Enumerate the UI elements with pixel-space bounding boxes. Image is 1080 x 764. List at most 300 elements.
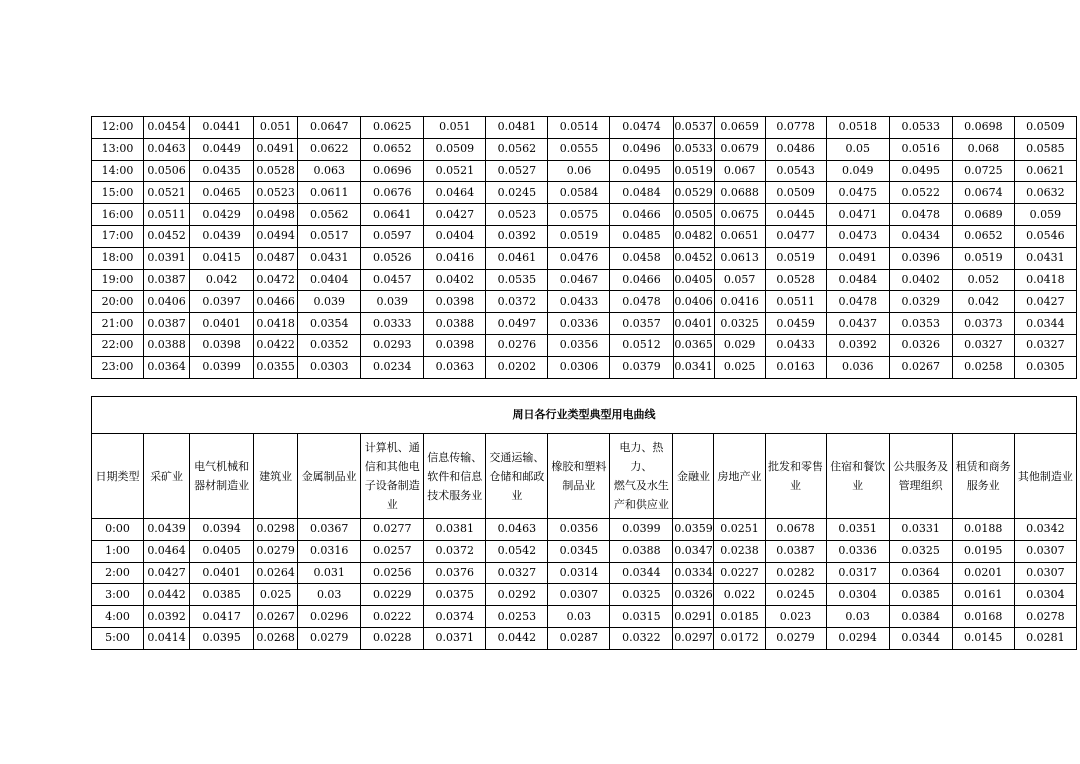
time-cell: 4:00 xyxy=(92,606,144,628)
header-line: 交通运输、 xyxy=(489,450,545,464)
value-cell: 0.023 xyxy=(765,606,826,628)
time-cell: 13:00 xyxy=(92,138,144,160)
value-cell: 0.0251 xyxy=(714,519,765,541)
header-line: 信和其他电 xyxy=(364,460,420,473)
value-cell: 0.0392 xyxy=(486,225,548,247)
header-line: 技术服务业 xyxy=(427,488,483,502)
table-row xyxy=(92,562,1077,584)
table-row xyxy=(92,519,1077,541)
value-cell: 0.0304 xyxy=(826,584,889,606)
table-row xyxy=(92,117,1077,139)
value-cell: 0.0374 xyxy=(424,606,486,628)
value-cell: 0.0392 xyxy=(826,334,889,356)
value-cell: 0.0449 xyxy=(190,138,254,160)
time-cell: 18:00 xyxy=(92,247,144,269)
column-header xyxy=(92,434,144,519)
header-line: 服务业 xyxy=(966,479,1000,492)
value-cell: 0.0388 xyxy=(610,540,673,562)
value-cell: 0.042 xyxy=(190,269,254,291)
value-cell: 0.0406 xyxy=(673,291,714,313)
value-cell: 0.0523 xyxy=(254,182,298,204)
value-cell: 0.0296 xyxy=(298,606,361,628)
value-cell: 0.0325 xyxy=(610,584,673,606)
value-cell: 0.0519 xyxy=(952,247,1014,269)
value-cell: 0.049 xyxy=(826,160,889,182)
time-cell: 3:00 xyxy=(92,584,144,606)
value-cell: 0.0562 xyxy=(486,138,548,160)
value-cell: 0.0161 xyxy=(952,584,1014,606)
time-cell: 14:00 xyxy=(92,160,144,182)
value-cell: 0.0384 xyxy=(889,606,952,628)
value-cell: 0.0398 xyxy=(424,291,486,313)
table-row xyxy=(92,291,1077,313)
value-cell: 0.0401 xyxy=(190,313,254,335)
value-cell: 0.03 xyxy=(826,606,889,628)
column-header xyxy=(1014,434,1076,519)
value-cell: 0.0307 xyxy=(548,584,610,606)
value-cell: 0.0258 xyxy=(952,356,1014,378)
value-cell: 0.0418 xyxy=(1014,269,1076,291)
sunday-load-table xyxy=(91,396,1077,650)
value-cell: 0.0376 xyxy=(424,562,486,584)
value-cell: 0.0344 xyxy=(1014,313,1076,335)
value-cell: 0.059 xyxy=(1014,204,1076,226)
value-cell: 0.0521 xyxy=(144,182,190,204)
value-cell: 0.0351 xyxy=(826,519,889,541)
value-cell: 0.0322 xyxy=(610,627,673,649)
value-cell: 0.0304 xyxy=(1014,584,1076,606)
value-cell: 0.0245 xyxy=(486,182,548,204)
value-cell: 0.0463 xyxy=(486,519,548,541)
value-cell: 0.0464 xyxy=(424,182,486,204)
column-header xyxy=(298,434,361,519)
header-line: 仓储和邮政 xyxy=(489,469,545,483)
value-cell: 0.0388 xyxy=(144,334,190,356)
value-cell: 0.0281 xyxy=(1014,627,1076,649)
value-cell: 0.0404 xyxy=(424,225,486,247)
value-cell: 0.0625 xyxy=(361,117,424,139)
value-cell: 0.0485 xyxy=(610,225,673,247)
value-cell: 0.0466 xyxy=(254,291,298,313)
value-cell: 0.0363 xyxy=(424,356,486,378)
value-cell: 0.0379 xyxy=(610,356,673,378)
value-cell: 0.0336 xyxy=(548,313,610,335)
value-cell: 0.0279 xyxy=(254,540,298,562)
value-cell: 0.0316 xyxy=(298,540,361,562)
value-cell: 0.0452 xyxy=(673,247,714,269)
value-cell: 0.0546 xyxy=(1014,225,1076,247)
value-cell: 0.0429 xyxy=(190,204,254,226)
value-cell: 0.0484 xyxy=(610,182,673,204)
value-cell: 0.0478 xyxy=(826,291,889,313)
time-cell: 21:00 xyxy=(92,313,144,335)
value-cell: 0.0674 xyxy=(952,182,1014,204)
value-cell: 0.0498 xyxy=(254,204,298,226)
value-cell: 0.0442 xyxy=(486,627,548,649)
value-cell: 0.0537 xyxy=(673,117,714,139)
value-cell: 0.0385 xyxy=(190,584,254,606)
header-line: 管理组织 xyxy=(898,479,943,492)
value-cell: 0.039 xyxy=(361,291,424,313)
header-line: 租赁和商务 xyxy=(955,460,1011,473)
value-cell: 0.0279 xyxy=(298,627,361,649)
table-row xyxy=(92,606,1077,628)
value-cell: 0.0442 xyxy=(144,584,190,606)
value-cell: 0.0611 xyxy=(298,182,361,204)
value-cell: 0.0652 xyxy=(952,225,1014,247)
value-cell: 0.0222 xyxy=(361,606,424,628)
value-cell: 0.0356 xyxy=(548,334,610,356)
value-cell: 0.0234 xyxy=(361,356,424,378)
value-cell: 0.0509 xyxy=(765,182,826,204)
value-cell: 0.0264 xyxy=(254,562,298,584)
value-cell: 0.0511 xyxy=(765,291,826,313)
value-cell: 0.0497 xyxy=(486,313,548,335)
value-cell: 0.0459 xyxy=(765,313,826,335)
value-cell: 0.0526 xyxy=(361,247,424,269)
value-cell: 0.0778 xyxy=(765,117,826,139)
value-cell: 0.0229 xyxy=(361,584,424,606)
value-cell: 0.029 xyxy=(714,334,765,356)
value-cell: 0.0477 xyxy=(765,225,826,247)
time-cell: 17:00 xyxy=(92,225,144,247)
value-cell: 0.0306 xyxy=(548,356,610,378)
table-row xyxy=(92,627,1077,649)
value-cell: 0.052 xyxy=(952,269,1014,291)
value-cell: 0.0168 xyxy=(952,606,1014,628)
column-header xyxy=(254,434,298,519)
value-cell: 0.0331 xyxy=(889,519,952,541)
value-cell: 0.0454 xyxy=(144,117,190,139)
value-cell: 0.0533 xyxy=(889,117,952,139)
header-line: 橡胶和塑料 xyxy=(551,460,607,473)
header-line: 公共服务及 xyxy=(893,460,949,473)
value-cell: 0.0297 xyxy=(673,627,714,649)
value-cell: 0.0414 xyxy=(144,627,190,649)
table-header-row xyxy=(92,434,1077,519)
value-cell: 0.0482 xyxy=(673,225,714,247)
column-header xyxy=(952,434,1014,519)
value-cell: 0.0334 xyxy=(673,562,714,584)
value-cell: 0.0519 xyxy=(673,160,714,182)
value-cell: 0.0256 xyxy=(361,562,424,584)
value-cell: 0.0359 xyxy=(673,519,714,541)
table-row xyxy=(92,584,1077,606)
value-cell: 0.0435 xyxy=(190,160,254,182)
value-cell: 0.0496 xyxy=(610,138,673,160)
value-cell: 0.0597 xyxy=(361,225,424,247)
value-cell: 0.0345 xyxy=(548,540,610,562)
column-header xyxy=(826,434,889,519)
value-cell: 0.0357 xyxy=(610,313,673,335)
value-cell: 0.0463 xyxy=(144,138,190,160)
value-cell: 0.0195 xyxy=(952,540,1014,562)
value-cell: 0.0641 xyxy=(361,204,424,226)
table-row xyxy=(92,313,1077,335)
value-cell: 0.0188 xyxy=(952,519,1014,541)
value-cell: 0.0434 xyxy=(889,225,952,247)
column-header xyxy=(714,434,765,519)
value-cell: 0.0402 xyxy=(889,269,952,291)
value-cell: 0.0431 xyxy=(298,247,361,269)
value-cell: 0.0394 xyxy=(190,519,254,541)
value-cell: 0.0276 xyxy=(486,334,548,356)
value-cell: 0.0512 xyxy=(610,334,673,356)
value-cell: 0.0431 xyxy=(1014,247,1076,269)
value-cell: 0.0519 xyxy=(765,247,826,269)
value-cell: 0.025 xyxy=(254,584,298,606)
value-cell: 0.0355 xyxy=(254,356,298,378)
table-row xyxy=(92,182,1077,204)
value-cell: 0.068 xyxy=(952,138,1014,160)
value-cell: 0.0652 xyxy=(361,138,424,160)
value-cell: 0.0325 xyxy=(714,313,765,335)
header-line: 批发和零售 xyxy=(768,460,824,473)
time-cell: 12:00 xyxy=(92,117,144,139)
value-cell: 0.0356 xyxy=(548,519,610,541)
value-cell: 0.0238 xyxy=(714,540,765,562)
value-cell: 0.0405 xyxy=(190,540,254,562)
time-cell: 20:00 xyxy=(92,291,144,313)
value-cell: 0.0659 xyxy=(714,117,765,139)
value-cell: 0.0555 xyxy=(548,138,610,160)
time-cell: 2:00 xyxy=(92,562,144,584)
value-cell: 0.0327 xyxy=(1014,334,1076,356)
value-cell: 0.0387 xyxy=(144,269,190,291)
value-cell: 0.0145 xyxy=(952,627,1014,649)
value-cell: 0.0287 xyxy=(548,627,610,649)
value-cell: 0.0253 xyxy=(486,606,548,628)
table-row xyxy=(92,356,1077,378)
value-cell: 0.0278 xyxy=(1014,606,1076,628)
value-cell: 0.0418 xyxy=(254,313,298,335)
header-line: 电气机械和 xyxy=(194,460,250,473)
value-cell: 0.0528 xyxy=(765,269,826,291)
value-cell: 0.0696 xyxy=(361,160,424,182)
value-cell: 0.0305 xyxy=(1014,356,1076,378)
header-line: 业 xyxy=(386,498,398,511)
value-cell: 0.0543 xyxy=(765,160,826,182)
value-cell: 0.0387 xyxy=(144,313,190,335)
column-header xyxy=(889,434,952,519)
value-cell: 0.0475 xyxy=(826,182,889,204)
value-cell: 0.0433 xyxy=(765,334,826,356)
value-cell: 0.0481 xyxy=(486,117,548,139)
value-cell: 0.0395 xyxy=(190,627,254,649)
value-cell: 0.0401 xyxy=(190,562,254,584)
value-cell: 0.0523 xyxy=(486,204,548,226)
value-cell: 0.0457 xyxy=(361,269,424,291)
time-cell: 5:00 xyxy=(92,627,144,649)
value-cell: 0.0437 xyxy=(826,313,889,335)
column-header xyxy=(765,434,826,519)
value-cell: 0.0478 xyxy=(610,291,673,313)
value-cell: 0.0329 xyxy=(889,291,952,313)
value-cell: 0.0406 xyxy=(144,291,190,313)
value-cell: 0.0163 xyxy=(765,356,826,378)
value-cell: 0.0422 xyxy=(254,334,298,356)
value-cell: 0.0228 xyxy=(361,627,424,649)
value-cell: 0.0486 xyxy=(765,138,826,160)
value-cell: 0.0527 xyxy=(486,160,548,182)
value-cell: 0.0458 xyxy=(610,247,673,269)
value-cell: 0.0621 xyxy=(1014,160,1076,182)
column-header xyxy=(673,434,714,519)
value-cell: 0.042 xyxy=(952,291,1014,313)
bottom-table-body xyxy=(92,519,1077,650)
header-line: 计算机、通 xyxy=(364,441,420,454)
column-header xyxy=(610,434,673,519)
value-cell: 0.0396 xyxy=(889,247,952,269)
header-line: 业 xyxy=(511,488,523,502)
value-cell: 0.0298 xyxy=(254,519,298,541)
value-cell: 0.0398 xyxy=(424,334,486,356)
value-cell: 0.0367 xyxy=(298,519,361,541)
value-cell: 0.0675 xyxy=(714,204,765,226)
value-cell: 0.0516 xyxy=(889,138,952,160)
value-cell: 0.0405 xyxy=(673,269,714,291)
value-cell: 0.0373 xyxy=(952,313,1014,335)
value-cell: 0.0172 xyxy=(714,627,765,649)
column-header xyxy=(361,434,424,519)
header-line: 制品业 xyxy=(562,479,596,492)
table-row xyxy=(92,334,1077,356)
header-line: 电力、热力、 xyxy=(619,441,664,473)
value-cell: 0.0415 xyxy=(190,247,254,269)
value-cell: 0.0404 xyxy=(298,269,361,291)
value-cell: 0.0185 xyxy=(714,606,765,628)
header-line: 其他制造业 xyxy=(1017,469,1073,483)
value-cell: 0.0689 xyxy=(952,204,1014,226)
value-cell: 0.0509 xyxy=(424,138,486,160)
value-cell: 0.0472 xyxy=(254,269,298,291)
value-cell: 0.0647 xyxy=(298,117,361,139)
value-cell: 0.0698 xyxy=(952,117,1014,139)
header-line: 金属制品业 xyxy=(301,469,357,483)
table-title: 周日各行业类型典型用电曲线 xyxy=(92,397,1077,434)
value-cell: 0.0465 xyxy=(190,182,254,204)
value-cell: 0.0397 xyxy=(190,291,254,313)
value-cell: 0.0517 xyxy=(298,225,361,247)
value-cell: 0.0267 xyxy=(254,606,298,628)
time-cell: 22:00 xyxy=(92,334,144,356)
column-header xyxy=(190,434,254,519)
value-cell: 0.0291 xyxy=(673,606,714,628)
table-row xyxy=(92,540,1077,562)
table-title-row xyxy=(92,397,1077,434)
weekday-load-table-continued xyxy=(91,116,1077,379)
value-cell: 0.0519 xyxy=(548,225,610,247)
value-cell: 0.0371 xyxy=(424,627,486,649)
value-cell: 0.0303 xyxy=(298,356,361,378)
value-cell: 0.0445 xyxy=(765,204,826,226)
value-cell: 0.0277 xyxy=(361,519,424,541)
value-cell: 0.0535 xyxy=(486,269,548,291)
value-cell: 0.0433 xyxy=(548,291,610,313)
value-cell: 0.0344 xyxy=(889,627,952,649)
value-cell: 0.0528 xyxy=(254,160,298,182)
value-cell: 0.0267 xyxy=(889,356,952,378)
value-cell: 0.0202 xyxy=(486,356,548,378)
value-cell: 0.0294 xyxy=(826,627,889,649)
value-cell: 0.0688 xyxy=(714,182,765,204)
table-row xyxy=(92,160,1077,182)
value-cell: 0.0427 xyxy=(144,562,190,584)
value-cell: 0.0365 xyxy=(673,334,714,356)
value-cell: 0.0676 xyxy=(361,182,424,204)
value-cell: 0.0585 xyxy=(1014,138,1076,160)
table-row xyxy=(92,138,1077,160)
value-cell: 0.0509 xyxy=(1014,117,1076,139)
value-cell: 0.0613 xyxy=(714,247,765,269)
value-cell: 0.0584 xyxy=(548,182,610,204)
column-header xyxy=(144,434,190,519)
value-cell: 0.0505 xyxy=(673,204,714,226)
value-cell: 0.0416 xyxy=(714,291,765,313)
time-cell: 15:00 xyxy=(92,182,144,204)
header-line: 住宿和餐饮 xyxy=(830,460,886,473)
value-cell: 0.067 xyxy=(714,160,765,182)
value-cell: 0.0327 xyxy=(952,334,1014,356)
value-cell: 0.022 xyxy=(714,584,765,606)
time-cell: 16:00 xyxy=(92,204,144,226)
header-line: 业 xyxy=(852,479,864,492)
value-cell: 0.0471 xyxy=(826,204,889,226)
value-cell: 0.0282 xyxy=(765,562,826,584)
value-cell: 0.0245 xyxy=(765,584,826,606)
value-cell: 0.036 xyxy=(826,356,889,378)
value-cell: 0.0466 xyxy=(610,204,673,226)
value-cell: 0.0651 xyxy=(714,225,765,247)
value-cell: 0.0427 xyxy=(424,204,486,226)
value-cell: 0.0399 xyxy=(610,519,673,541)
value-cell: 0.051 xyxy=(254,117,298,139)
value-cell: 0.0398 xyxy=(190,334,254,356)
value-cell: 0.0495 xyxy=(610,160,673,182)
value-cell: 0.0529 xyxy=(673,182,714,204)
value-cell: 0.0514 xyxy=(548,117,610,139)
value-cell: 0.0326 xyxy=(889,334,952,356)
time-cell: 19:00 xyxy=(92,269,144,291)
value-cell: 0.0491 xyxy=(254,138,298,160)
value-cell: 0.0417 xyxy=(190,606,254,628)
value-cell: 0.0344 xyxy=(610,562,673,584)
value-cell: 0.0439 xyxy=(144,519,190,541)
value-cell: 0.0474 xyxy=(610,117,673,139)
value-cell: 0.0385 xyxy=(889,584,952,606)
value-cell: 0.0375 xyxy=(424,584,486,606)
value-cell: 0.057 xyxy=(714,269,765,291)
column-header xyxy=(424,434,486,519)
value-cell: 0.0257 xyxy=(361,540,424,562)
value-cell: 0.0372 xyxy=(424,540,486,562)
value-cell: 0.0317 xyxy=(826,562,889,584)
value-cell: 0.0522 xyxy=(889,182,952,204)
value-cell: 0.0494 xyxy=(254,225,298,247)
header-line: 业 xyxy=(790,479,802,492)
value-cell: 0.0307 xyxy=(1014,540,1076,562)
value-cell: 0.0679 xyxy=(714,138,765,160)
value-cell: 0.0487 xyxy=(254,247,298,269)
value-cell: 0.0473 xyxy=(826,225,889,247)
value-cell: 0.0325 xyxy=(889,540,952,562)
value-cell: 0.0467 xyxy=(548,269,610,291)
table-row xyxy=(92,225,1077,247)
value-cell: 0.0484 xyxy=(826,269,889,291)
column-header xyxy=(486,434,548,519)
header-line: 日期类型 xyxy=(95,469,140,483)
header-line: 信息传输、 xyxy=(427,450,483,464)
